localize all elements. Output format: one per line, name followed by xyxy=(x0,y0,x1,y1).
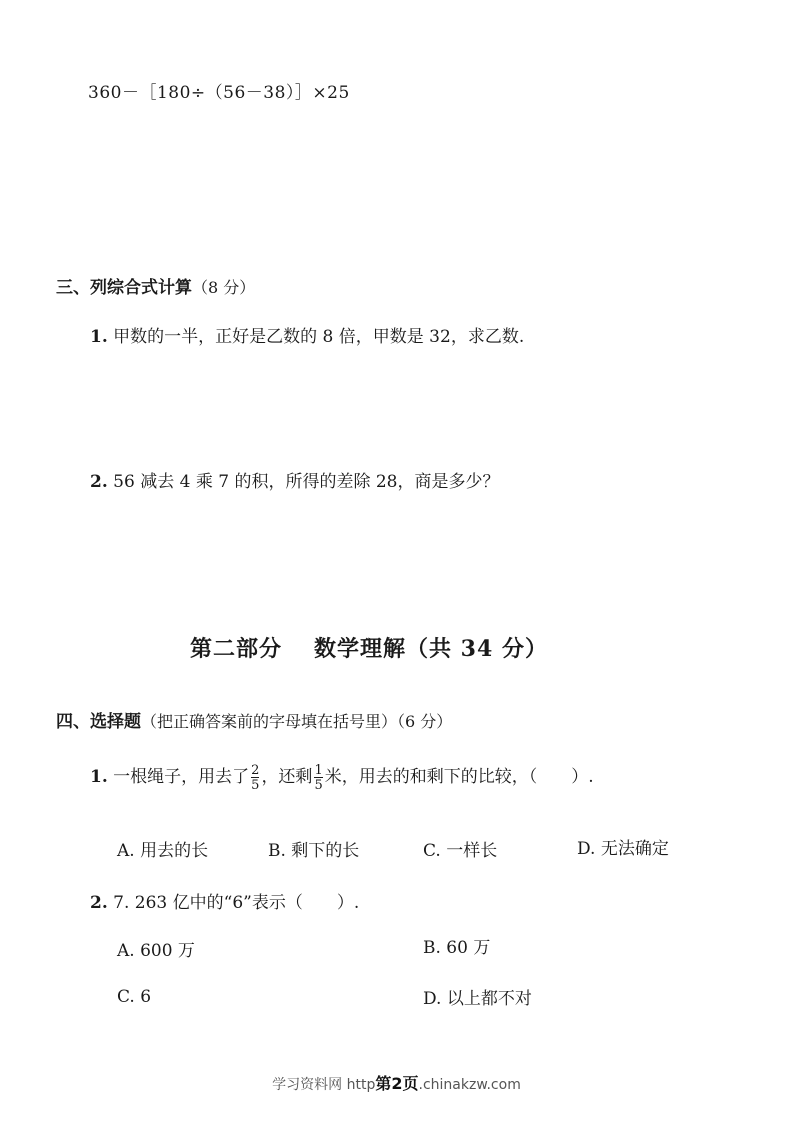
question-text-part-a: 一根绳子，用去了 xyxy=(113,767,250,787)
question-text: 7. 263 亿中的“6”表示（ ）. xyxy=(113,893,360,913)
part-2-label: 第二部分 xyxy=(190,636,283,662)
fraction-denominator: 5 xyxy=(314,777,323,793)
question-number: 1. xyxy=(90,767,108,787)
question-number: 2. xyxy=(90,472,108,492)
question-text-part-b: ，还剩 xyxy=(261,767,313,787)
option-d: D. 以上都不对 xyxy=(423,989,532,1009)
section-4-instruction: （把正确答案前的字母填在括号里）（6 分） xyxy=(141,712,453,731)
question-text: 甲数的一半，正好是乙数的 8 倍，甲数是 32，求乙数. xyxy=(113,327,525,347)
question-text: 56 减去 4 乘 7 的积，所得的差除 28，商是多少？ xyxy=(113,472,500,492)
section-4-question-2 xyxy=(90,888,359,913)
footer-site-left: 学习资料网 http xyxy=(272,1077,376,1093)
section-3-heading xyxy=(56,273,255,298)
fraction-one-fifth xyxy=(314,764,322,792)
fraction-numerator: 2 xyxy=(251,762,260,778)
footer-site-right: .chinakzw.com xyxy=(418,1077,521,1093)
section-3-title: 三、列综合式计算 xyxy=(56,278,192,298)
question-text-part-c: 米，用去的和剩下的比较，（ ）. xyxy=(324,767,594,787)
section-4-question-1 xyxy=(90,762,594,792)
section-3-score: （8 分） xyxy=(192,278,256,297)
fraction-denominator: 5 xyxy=(251,777,260,793)
part-2-title xyxy=(190,632,548,663)
fraction-two-fifths xyxy=(251,764,259,792)
fraction-numerator: 1 xyxy=(314,762,323,778)
question-number: 1. xyxy=(90,327,108,347)
part-2-subtitle: 数学理解（共 34 分） xyxy=(314,636,548,662)
section-4-heading xyxy=(56,707,452,732)
option-b: B. 剩下的长 xyxy=(268,841,360,861)
option-c: C. 一样长 xyxy=(423,841,498,861)
page-number: 第2页 xyxy=(375,1074,419,1093)
question-number: 2. xyxy=(90,893,108,913)
option-b: B. 60 万 xyxy=(423,938,491,958)
section-3-question-2 xyxy=(90,467,499,492)
option-a: A. 600 万 xyxy=(117,941,195,961)
option-c: C. 6 xyxy=(117,987,152,1007)
option-d: D. 无法确定 xyxy=(577,839,669,859)
footer-watermark xyxy=(0,1071,793,1094)
section-3-question-1 xyxy=(90,322,524,347)
section-4-title: 四、选择题 xyxy=(56,712,141,732)
calculation-expression: 360－［180÷（56－38）］×25 xyxy=(88,83,350,103)
option-a: A. 用去的长 xyxy=(117,841,209,861)
